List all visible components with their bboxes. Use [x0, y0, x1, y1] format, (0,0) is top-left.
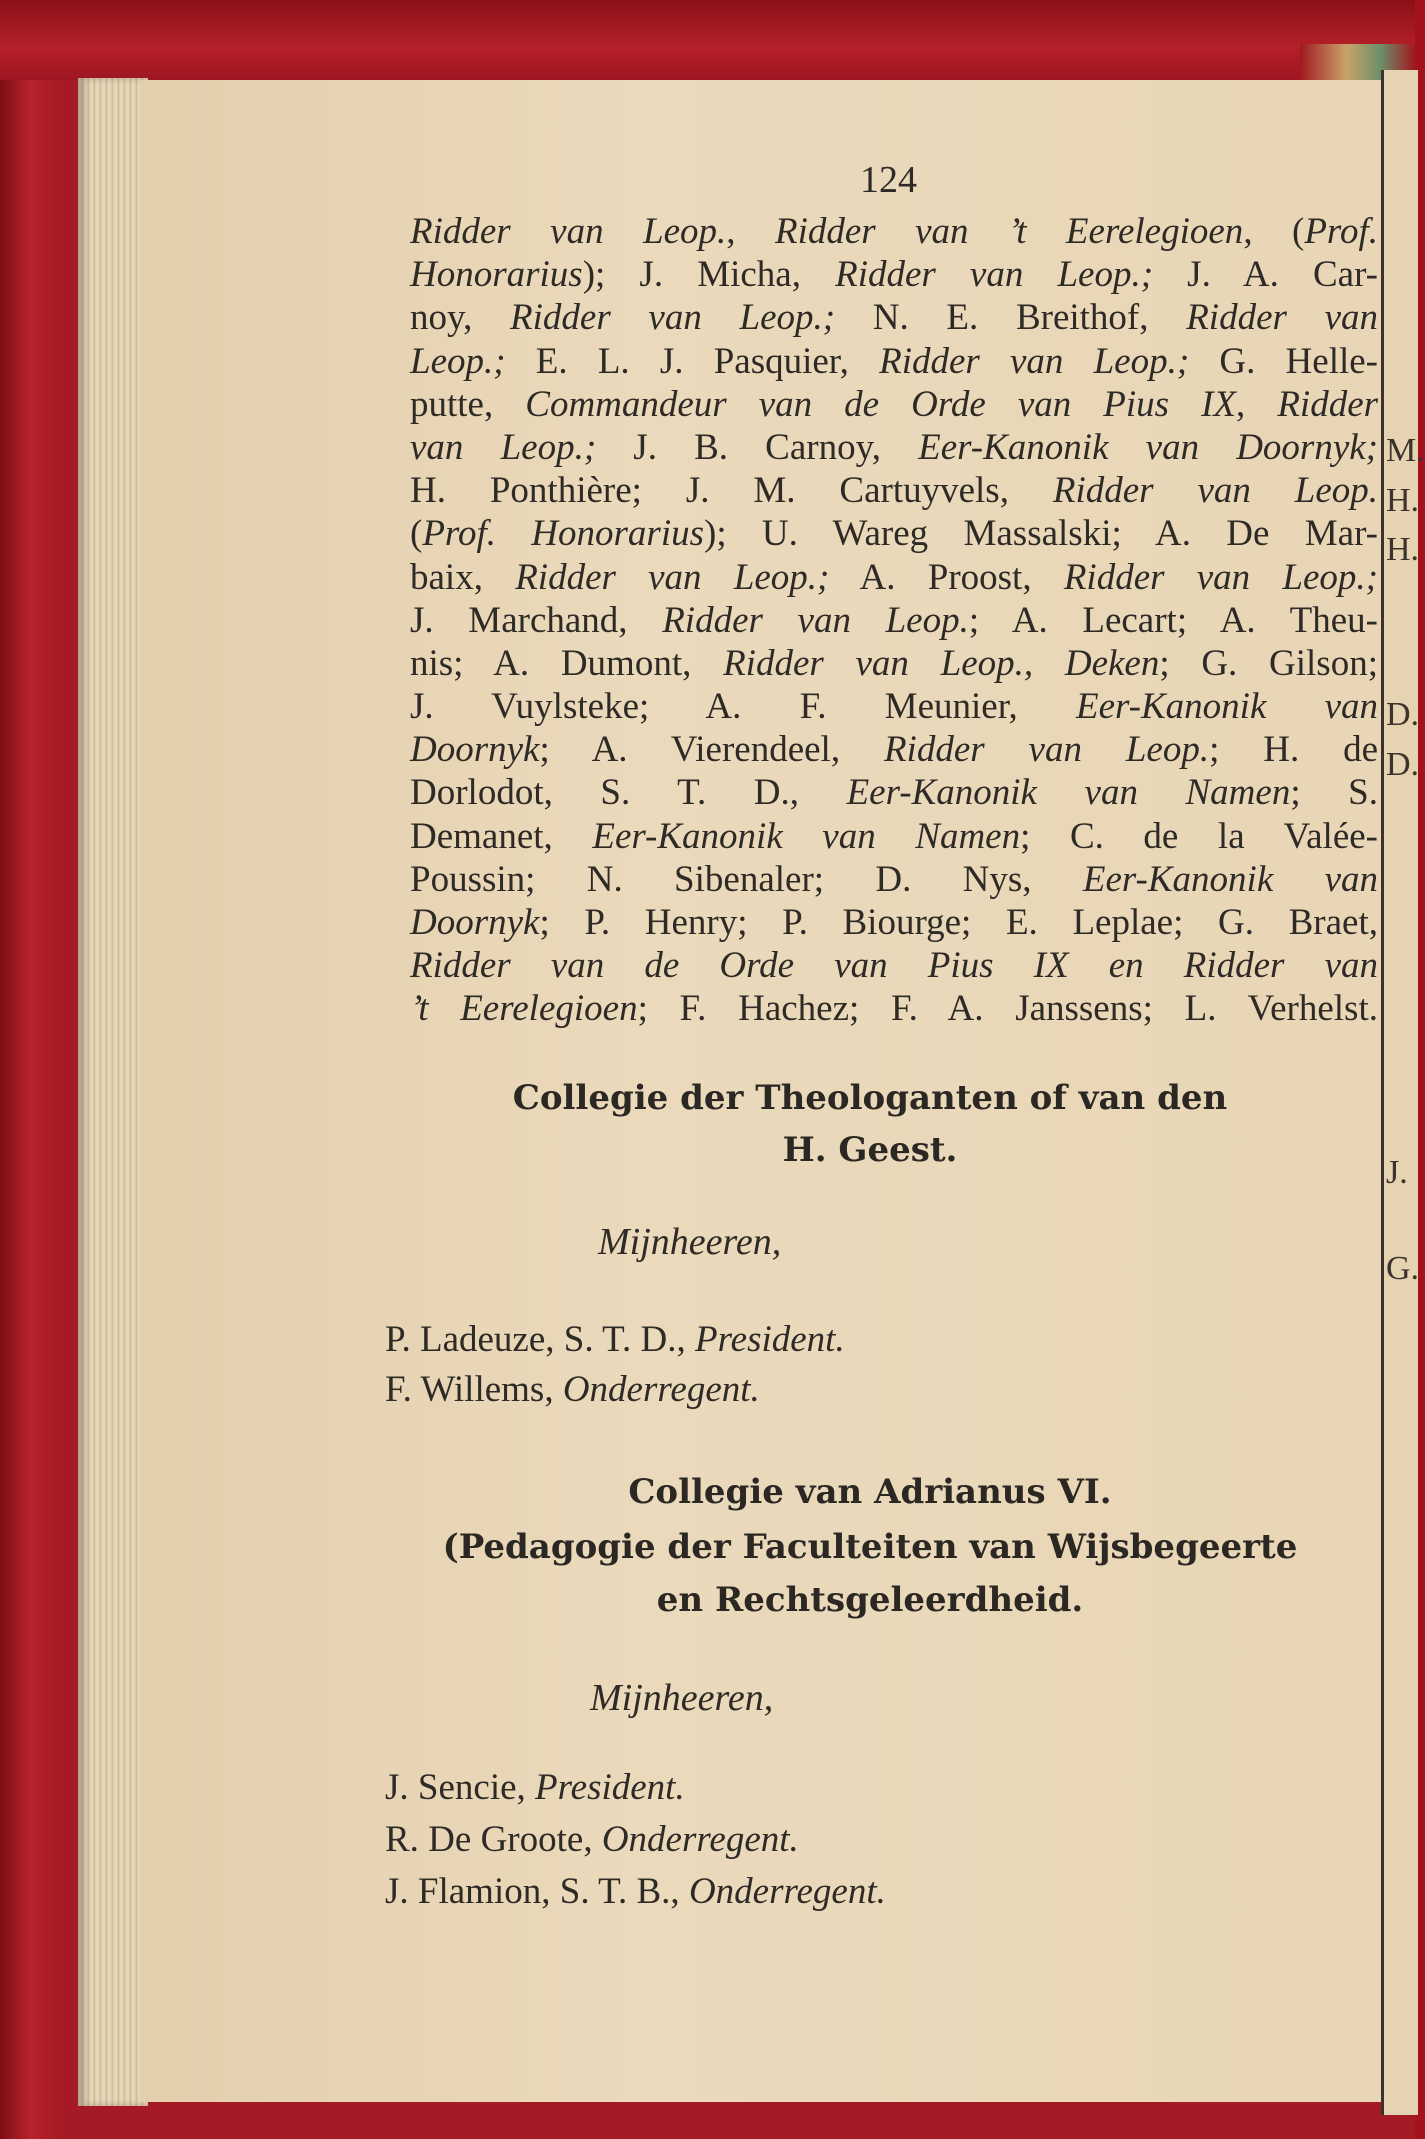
text-segment: putte, — [410, 383, 526, 425]
text-line — [410, 296, 1378, 339]
text-line — [410, 512, 1378, 555]
italic-segment: Doornyk — [410, 902, 540, 943]
text-segment: Dorlodot, S. T. D., — [410, 772, 847, 814]
text-line — [410, 556, 1378, 599]
text-segment: J. Vuylsteke; A. F. Meunier, — [410, 686, 1076, 728]
italic-segment: Ridder van — [1186, 297, 1378, 339]
text-segment: N. E. Breithof, — [835, 297, 1187, 339]
text-line — [410, 383, 1378, 426]
list-item — [385, 1818, 799, 1861]
section-heading: Collegie van Adrianus VI. — [628, 1472, 1112, 1512]
page-stack-edges — [78, 78, 148, 2106]
section-heading: (Pedagogie der Faculteiten van Wijsbegeerte — [442, 1527, 1298, 1567]
text-line — [410, 901, 1378, 944]
text-line — [410, 426, 1378, 469]
text-segment: J. Marchand, — [410, 599, 663, 641]
entry-role: Onderregent. — [601, 1819, 799, 1860]
text-line — [410, 469, 1378, 512]
text-segment: ; F. Hachez; F. A. Janssens; L. Verhelst. — [637, 988, 1378, 1030]
salutation: Mijnheeren, — [598, 1221, 782, 1263]
entry-name: J. Flamion, S. T. B., — [385, 1871, 689, 1912]
text-segment: ; G. Gilson; — [1159, 642, 1378, 684]
margin-letter: D. — [1386, 746, 1420, 783]
text-segment: ; C. de la Valée- — [1020, 815, 1378, 857]
text-segment: J. B. Carnoy, — [596, 426, 919, 468]
entry-name: F. Willems, — [385, 1369, 563, 1410]
text-segment: ; A. Vierendeel, — [539, 729, 884, 771]
italic-segment: Prof. Honorarius — [422, 513, 704, 555]
text-segment: Poussin; N. Sibenaler; D. Nys, — [410, 858, 1083, 900]
entry-role: Onderregent. — [562, 1369, 760, 1410]
text-line — [410, 253, 1378, 296]
text-line — [410, 685, 1378, 728]
entry-role: President. — [695, 1319, 845, 1360]
italic-segment: Ridder van Leop. — [1052, 470, 1379, 512]
italic-segment: Ridder van Leop., Deken — [723, 642, 1160, 684]
paragraph-members — [410, 210, 1378, 1031]
text-segment: A. Proost, — [829, 556, 1064, 598]
italic-segment: Prof. — [1304, 211, 1378, 252]
italic-segment: ’t Eerelegioen — [410, 988, 638, 1030]
italic-segment: Ridder van Leop.; — [1063, 556, 1378, 598]
text-segment: G. Helle- — [1189, 340, 1378, 382]
text-segment: ; S. — [1290, 772, 1378, 814]
list-item — [385, 1766, 685, 1809]
margin-letter: H. — [1386, 482, 1420, 519]
text-line — [410, 987, 1378, 1030]
text-segment: ; A. Lecart; A. Theu- — [968, 599, 1379, 641]
text-line — [410, 642, 1378, 685]
italic-segment: Honorarius — [410, 254, 583, 296]
entry-name: R. De Groote, — [385, 1819, 602, 1860]
entry-name: J. Sencie, — [385, 1767, 536, 1808]
margin-letter: J. — [1386, 1154, 1408, 1191]
list-item — [385, 1368, 760, 1411]
text-segment: E. L. J. Pasquier, — [505, 340, 880, 382]
text-line — [410, 771, 1378, 814]
section-heading: H. Geest. — [782, 1130, 958, 1170]
italic-segment: Eer-Kanonik van — [1082, 858, 1379, 900]
italic-segment: van Leop.; — [410, 426, 597, 468]
text-line — [410, 210, 1378, 253]
list-item — [385, 1318, 845, 1361]
italic-segment: Ridder van Leop.; — [835, 254, 1154, 296]
italic-segment: Eer-Kanonik van Namen — [846, 772, 1291, 814]
italic-segment: Ridder van de Orde van Pius IX en Ridder van — [410, 945, 1378, 987]
italic-segment: Doornyk — [410, 729, 540, 771]
text-segment: J. A. Car- — [1153, 254, 1378, 296]
salutation: Mijnheeren, — [590, 1677, 774, 1719]
italic-segment: Ridder van Leop.; — [879, 340, 1190, 382]
text-segment: baix, — [410, 556, 516, 598]
text-segment: nis; A. Dumont, — [410, 642, 724, 684]
text-segment: H. Ponthière; J. M. Cartuyvels, — [410, 470, 1053, 512]
italic-segment: Eer-Kanonik van Namen — [592, 815, 1021, 857]
entry-role: President. — [535, 1767, 685, 1808]
text-segment: , — [1236, 383, 1278, 425]
text-segment: , ( — [1243, 211, 1305, 252]
italic-segment: Ridder van Leop. — [662, 599, 969, 641]
margin-letter: D. — [1386, 696, 1420, 733]
text-line — [410, 340, 1378, 383]
italic-segment: Eer-Kanonik van Doornyk; — [918, 426, 1378, 468]
text-segment: ; P. Henry; P. Biourge; E. Leplae; G. Braet, — [539, 902, 1378, 943]
margin-letter: G. — [1386, 1250, 1420, 1287]
section-heading: Collegie der Theologanten of van den — [512, 1078, 1228, 1118]
italic-segment: Ridder van Leop.; — [515, 556, 830, 598]
book-cover-top — [0, 0, 1415, 80]
text-line — [410, 944, 1378, 987]
entry-name: P. Ladeuze, S. T. D., — [385, 1319, 696, 1360]
italic-segment: Ridder van Leop. — [410, 211, 727, 252]
italic-segment: Ridder van Leop. — [883, 729, 1210, 771]
italic-segment: Ridder — [1277, 383, 1379, 425]
text-line — [410, 728, 1378, 771]
text-segment: ); J. Micha, — [582, 254, 836, 296]
italic-segment: Eer-Kanonik van — [1075, 686, 1378, 728]
italic-segment: Ridder van ’t Eerelegioen — [774, 211, 1244, 252]
text-segment: noy, — [410, 297, 511, 339]
text-segment: Demanet, — [410, 815, 593, 857]
list-item — [385, 1870, 886, 1913]
entry-role: Onderregent. — [688, 1871, 886, 1912]
margin-letter: M. — [1386, 432, 1425, 469]
text-segment: ; H. de — [1209, 729, 1378, 771]
margin-letter: H. — [1386, 531, 1420, 568]
text-line — [410, 815, 1378, 858]
text-line — [410, 599, 1378, 642]
italic-segment: Leop.; — [410, 340, 506, 382]
page-number: 124 — [860, 159, 917, 201]
text-segment: ); U. Wareg Massalski; A. De Mar- — [704, 513, 1378, 555]
text-line — [410, 858, 1378, 901]
text-segment: ( — [410, 513, 423, 555]
italic-segment: Ridder van Leop.; — [510, 297, 836, 339]
text-segment: , — [726, 211, 775, 252]
italic-segment: Commandeur van de Orde van Pius IX — [525, 383, 1237, 425]
section-heading: en Rechtsgeleerdheid. — [656, 1580, 1084, 1620]
